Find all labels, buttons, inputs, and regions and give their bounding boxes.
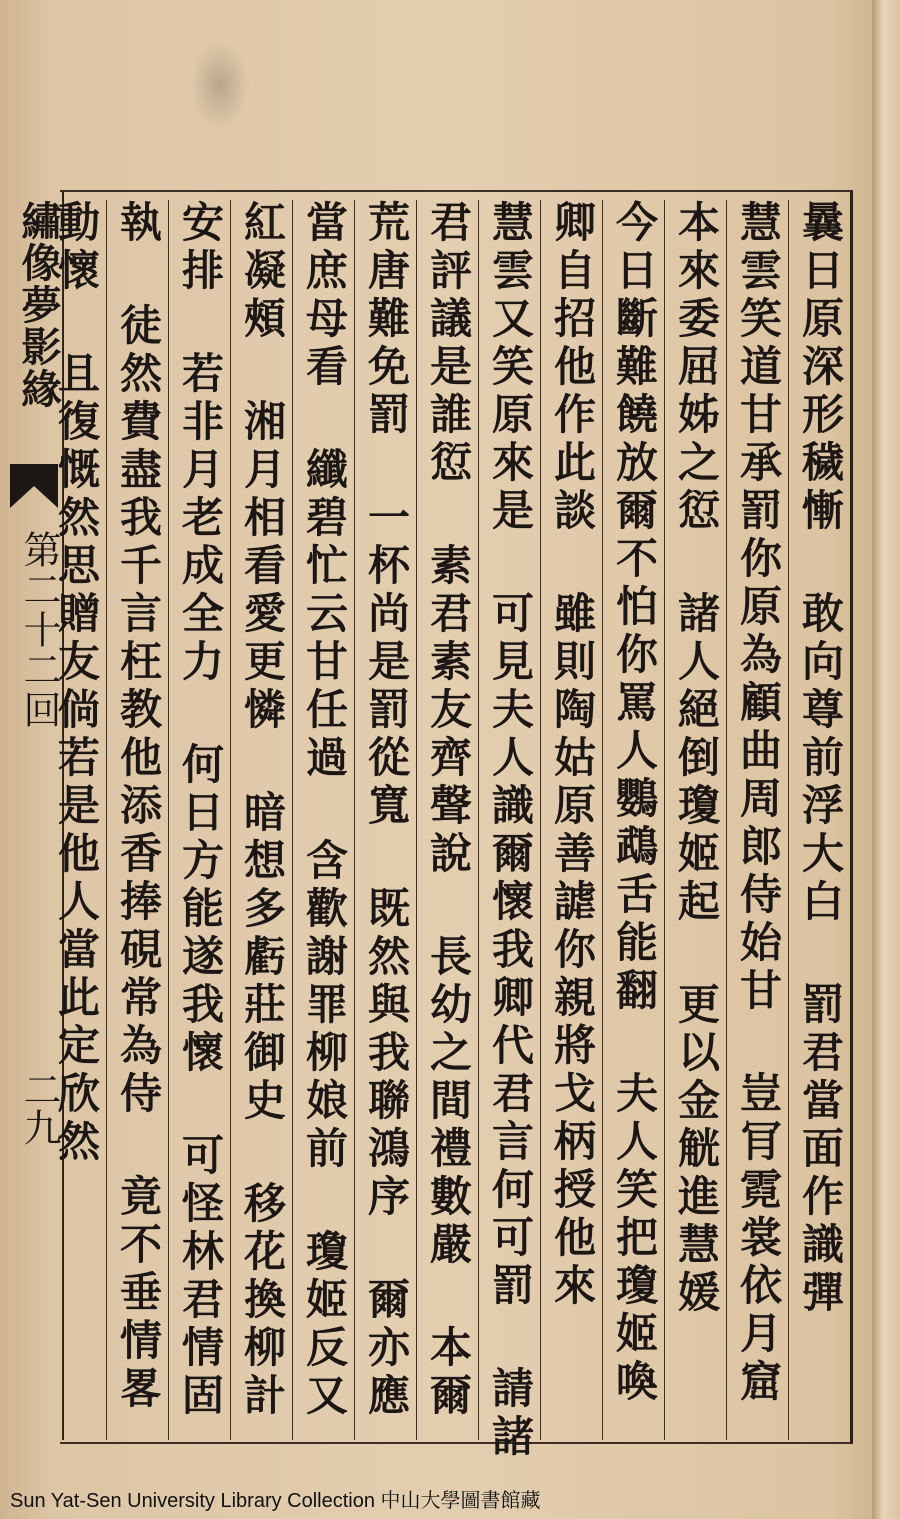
text-column: 曩日原深形穢慚 敢向尊前浮大白 罰君當面作識彈 [788, 200, 850, 1440]
text-column: 紅凝頰 湘月相看愛更憐 暗想多虧莊御史 移花換柳計 [230, 200, 292, 1440]
text-column: 慧雲笑道甘承罰你原為顧曲周郎侍始甘 豈肎霓裳依月窟 [726, 200, 788, 1440]
book-title: 繡像夢影緣 [15, 200, 62, 410]
ink-smudge [190, 40, 250, 130]
next-leaf-edge [872, 0, 900, 1519]
text-column: 安排 若非月老成全力 何日方能遂我懷 可怪林君情固 [168, 200, 230, 1440]
collection-caption: Sun Yat-Sen University Library Collection 中山大學圖書館藏 [10, 1490, 541, 1512]
text-column: 今日斷難饒放爾不怕你罵人鸚鵡舌能翻 夫人笑把瓊姬喚 [602, 200, 664, 1440]
text-column: 慧雲又笑原來是 可見夫人識爾懷我卿代君言何可罰 請諸 [478, 200, 540, 1440]
text-column: 荒唐難免罰 一杯尚是罰從寬 既然與我聯鴻序 爾亦應 [354, 200, 416, 1440]
text-column: 卿自招他作此談 雖則陶姑原善謔你親將戈柄授他來 [540, 200, 602, 1440]
text-column: 君評議是誰愆 素君素友齊聲說 長幼之間禮數嚴 本爾 [416, 200, 478, 1440]
page-number: 二九 [17, 1070, 61, 1146]
text-column: 動懷 且復慨然思贈友倘若是他人當此定欣然 [62, 200, 106, 1440]
chapter-label: 第二十二回 [17, 530, 61, 730]
text-column: 當庶母看 纖碧忙云甘任過 含歡謝罪柳娘前 瓊姬反又 [292, 200, 354, 1440]
text-column: 本來委屈姊之愆 諸人絕倒瓊姬起 更以金觥進慧媛 [664, 200, 726, 1440]
text-column: 執 徒然費盡我千言枉教他添香捧硯常為侍 竟不垂情畧 [106, 200, 168, 1440]
